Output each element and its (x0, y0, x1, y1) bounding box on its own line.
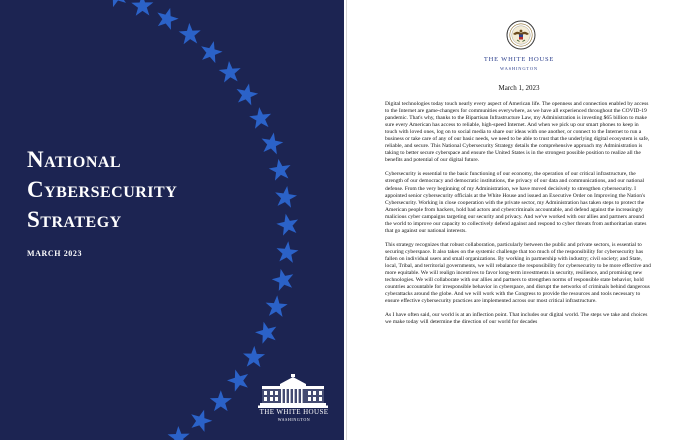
report-cover (0, 0, 344, 440)
cover-title (27, 145, 177, 235)
star-icon (218, 60, 242, 83)
letter-paragraph-3: This strategy recognizes that robust collaboration, particularly between the public and private sectors, is essential to securing cyberspace. It also takes on the systemic challenge that too much of the responsibility for cybersecurity has fallen on individual users and small organizations. By working in partnership with industry; civil society; and State, local, Tribal, and territorial governments, we will rebalance the responsibility for cybersecurity to be more effective and more equitable. We will realign incentives to favor long-term investments in security, resilience, and promising new technologies. We will collaborate with our allies and partners to strengthen norms of responsible state behavior, hold countries accountable for irresponsible behavior in cyberspace, and disrupt the networks of criminals behind dangerous cyberattacks around the globe. And we will work with the Congress to provide the resources and tools necessary to ensure effective cybersecurity practices are implemented across our most critical infrastructure. (385, 241, 651, 305)
star-icon (154, 5, 181, 31)
cover-publisher-name: THE WHITE HOUSE (259, 408, 329, 416)
presidential-letter-page (346, 0, 690, 440)
cover-publisher-city: WASHINGTON (277, 417, 311, 422)
letter-paragraph-1: Digital technologies today touch nearly every aspect of American life. The openness and connection enabled by access to the Internet are game-changers for communities everywhere, as we have all experienced throughout the COVID-19 pandemic. That's why, thanks to the Bipartisan Infrastructure Law, my Administration is investing $65 billion to make sure every American has access to reliable, high-speed Internet. And when we pick up our smart phones to keep in touch with loved ones, log on to social media to share our ideas with one another, or connect to the Internet to run a business or take care of any of our basic needs, we need to be able to trust that the underlying digital ecosystem is safe, reliable, and secure. This National Cybersecurity Strategy details the comprehensive approach my Administration is taking to better secure cyberspace and ensure the United States is in the strongest possible position to realize all the benefits and potential of our digital future. (385, 101, 650, 164)
cover-title-line-3: Strategy (27, 207, 122, 232)
star-icon (275, 240, 299, 263)
star-icon (187, 407, 214, 434)
white-house-building-icon (258, 374, 328, 408)
star-icon (267, 157, 292, 181)
star-icon (273, 184, 298, 208)
letter-body (385, 101, 651, 333)
star-icon (225, 366, 252, 393)
star-icon (243, 346, 266, 368)
star-icon (265, 295, 288, 317)
letter-date: March 1, 2023 (498, 84, 540, 92)
cover-date: MARCH 2023 (27, 249, 83, 258)
star-icon (178, 22, 201, 44)
cover-title-line-1: National (27, 147, 122, 172)
star-icon (270, 266, 296, 291)
letter-paragraph-4: As I have often said, our world is at an inflection point. That includes our digital world. The steps we take and choices we make today will determine the direction of our world for decades (385, 312, 648, 326)
star-icon (167, 426, 190, 440)
presidential-seal-icon (506, 20, 536, 50)
star-icon (198, 38, 224, 64)
star-icon (253, 319, 280, 345)
star-icon (103, 0, 130, 8)
cover-title-line-2: Cybersecurity (27, 177, 178, 202)
letterhead-title: THE WHITE HOUSE (483, 56, 555, 63)
cover-publisher (256, 408, 332, 422)
star-icon (234, 81, 260, 106)
star-icon (248, 106, 272, 130)
star-icon (210, 390, 232, 411)
letter-paragraph-2: Cybersecurity is essential to the basic functioning of our economy, the operation of our critical infrastructure, the strength of our democracy and democratic institutions, the privacy of our data and communications, and our national defense. From the very beginning of my Administration, we have moved decisively to strengthen cybersecurity. I appointed senior cybersecurity officials at the White House and issued an Executive Order on Improving the Nation's Cybersecurity. Working in close cooperation with the private sector, my Administration has taken steps to protect the American people from hackers, hold bad actors and cybercriminals accountable, and defend against the increasingly malicious cyber campaigns targeting our security and privacy. And we've worked with our allies and partners around the world to improve our capacity to collectively defend against and respond to cyber threats from authoritarian states that go against our national interests. (385, 171, 647, 234)
star-icon (275, 212, 301, 237)
star-icon (259, 131, 284, 155)
letterhead-city: WASHINGTON (500, 66, 538, 71)
star-icon (131, 0, 153, 16)
